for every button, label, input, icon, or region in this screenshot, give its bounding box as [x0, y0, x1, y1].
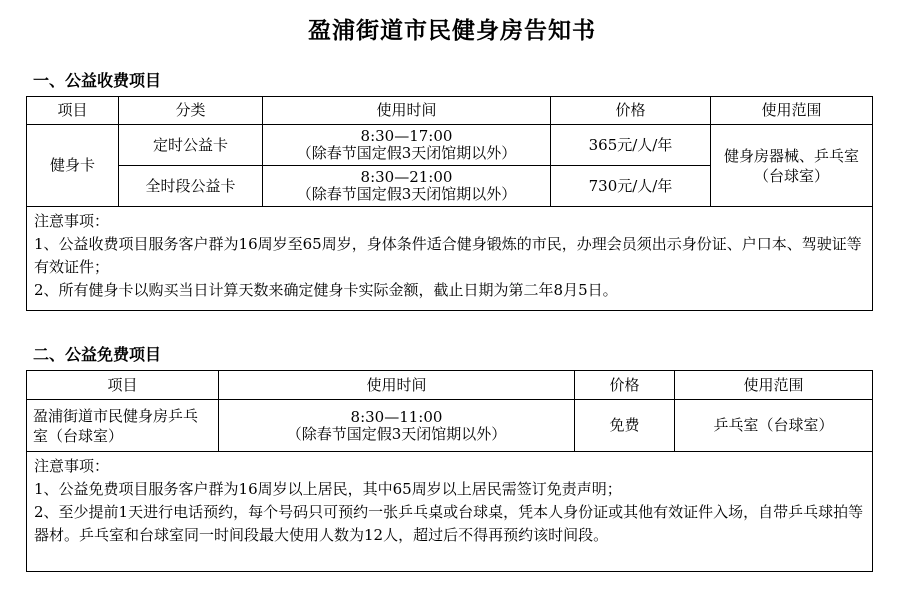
table-row	[27, 400, 873, 452]
section2-notes-row	[27, 452, 873, 572]
scope-cell: 健身房器械、乒乓室（台球室）	[711, 125, 873, 207]
note-item: 1、公益免费项目服务客户群为16周岁以上居民，其中65周岁以上居民需签订免责声明；	[34, 480, 622, 498]
category-timed-card: 定时公益卡	[119, 125, 263, 166]
header-category: 分类	[119, 97, 263, 125]
section1-table	[26, 96, 873, 311]
price-cell: 730元/人/年	[551, 166, 711, 207]
price-cell: 365元/人/年	[551, 125, 711, 166]
note-item: 2、所有健身卡以购买当日计算天数来确定健身卡实际金额，截止日期为第二年8月5日。	[34, 281, 618, 299]
category-fulltime-card: 全时段公益卡	[119, 166, 263, 207]
price-cell: 免费	[575, 400, 675, 452]
time-exception: （除春节国定假3天闭馆期以外）	[296, 185, 517, 203]
item-fitness-card: 健身卡	[27, 125, 119, 207]
table-row	[27, 125, 873, 166]
time-cell	[219, 400, 575, 452]
header-scope: 使用范围	[675, 371, 873, 400]
section2-table	[26, 370, 873, 572]
time-hours: 8:30—17:00	[360, 127, 453, 145]
scope-cell: 乒乓室（台球室）	[675, 400, 873, 452]
header-item: 项目	[27, 97, 119, 125]
section1-notes	[27, 207, 873, 311]
section1-notes-row	[27, 207, 873, 311]
page-title: 盈浦街道市民健身房告知书	[308, 18, 596, 44]
time-cell	[263, 125, 551, 166]
header-time: 使用时间	[263, 97, 551, 125]
section2-notes	[27, 452, 873, 572]
header-price: 价格	[575, 371, 675, 400]
header-price: 价格	[551, 97, 711, 125]
time-exception: （除春节国定假3天闭馆期以外）	[296, 144, 517, 162]
header-scope: 使用范围	[711, 97, 873, 125]
header-item: 项目	[27, 371, 219, 400]
note-item: 2、至少提前1天进行电话预约，每个号码只可预约一张乒乓桌或台球桌，凭本人身份证或其他有效证件入场，自带乒乓球拍等器材。乒乓室和台球室同一时间段最大使用人数为12人，超过后不得再预约该时间段。	[34, 503, 864, 544]
header-time: 使用时间	[219, 371, 575, 400]
section1-header-row	[27, 97, 873, 125]
time-exception: （除春节国定假3天闭馆期以外）	[286, 424, 507, 443]
notes-title: 注意事项：	[34, 457, 110, 475]
notes-title: 注意事项：	[34, 212, 110, 230]
section2-header-row	[27, 371, 873, 400]
time-hours: 8:30—11:00	[350, 407, 443, 426]
section1-heading: 一、公益收费项目	[33, 71, 162, 90]
item-cell: 盈浦街道市民健身房乒乓室（台球室）	[27, 400, 219, 452]
time-hours: 8:30—21:00	[360, 168, 453, 186]
time-cell	[263, 166, 551, 207]
section2-heading: 二、公益免费项目	[33, 345, 162, 364]
note-item: 1、公益收费项目服务客户群为16周岁至65周岁，身体条件适合健身锻炼的市民，办理会员须出示身份证、户口本、驾驶证等有效证件；	[34, 235, 862, 276]
